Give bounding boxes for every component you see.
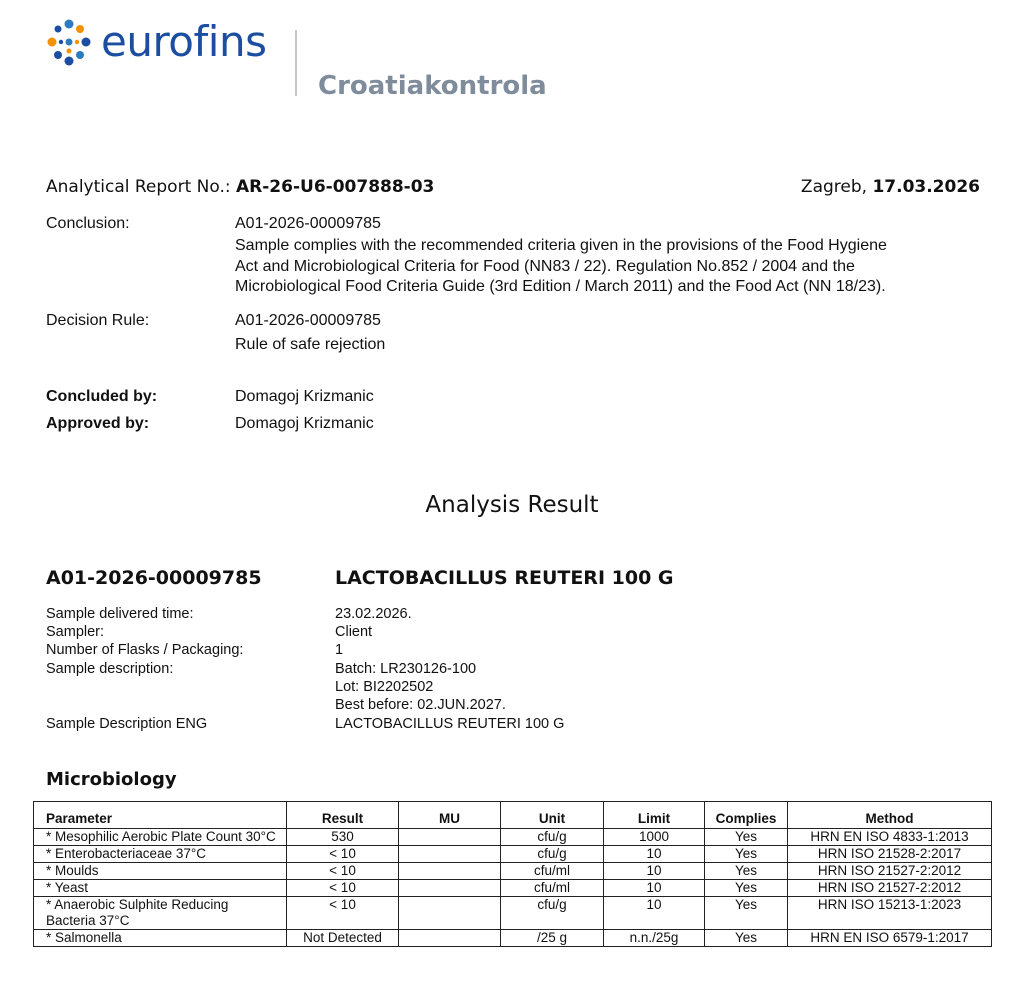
report-date: 17.03.2026 (872, 177, 980, 197)
cell-method: HRN ISO 15213-1:2023 (788, 897, 992, 930)
sample-description-label: Sample description: (46, 661, 174, 677)
sample-description-value (335, 660, 506, 714)
table-row (34, 880, 992, 897)
cell-mu (399, 880, 501, 897)
header-method: Method (788, 802, 992, 829)
cell-mu (399, 897, 501, 930)
eurofins-logo-icon (44, 18, 94, 68)
cell-result: < 10 (287, 846, 399, 863)
table-row (34, 846, 992, 863)
delivered-time-label: Sample delivered time: (46, 606, 194, 622)
sample-description-eng-value: LACTOBACILLUS REUTERI 100 G (335, 716, 565, 732)
sample-description-line: Best before: 02.JUN.2027. (335, 697, 506, 713)
cell-unit: cfu/ml (501, 863, 604, 880)
cell-complies: Yes (705, 829, 788, 846)
flasks-label: Number of Flasks / Packaging: (46, 642, 244, 658)
cell-method: HRN EN ISO 4833-1:2013 (788, 829, 992, 846)
table-header-row (34, 802, 992, 829)
cell-limit: 10 (604, 863, 705, 880)
conclusion-label: Conclusion: (46, 215, 130, 232)
concluded-by-name: Domagoj Krizmanic (235, 388, 374, 405)
cell-result: < 10 (287, 863, 399, 880)
cell-method: HRN ISO 21527-2:2012 (788, 880, 992, 897)
table-row (34, 829, 992, 846)
cell-mu (399, 863, 501, 880)
cell-complies: Yes (705, 863, 788, 880)
report-number-line (46, 176, 434, 198)
cell-result: < 10 (287, 897, 399, 930)
decision-rule-label: Decision Rule: (46, 312, 150, 329)
report-number: AR-26-U6-007888-03 (236, 177, 435, 197)
brand-divider (295, 30, 297, 96)
cell-unit: cfu/g (501, 846, 604, 863)
cell-method: HRN EN ISO 6579-1:2017 (788, 930, 992, 947)
header-complies: Complies (705, 802, 788, 829)
cell-unit: cfu/g (501, 897, 604, 930)
conclusion-line: Sample complies with the recommended criteria given in the provisions of the Food Hygiene (235, 237, 887, 254)
concluded-by-label: Concluded by: (46, 388, 158, 405)
cell-complies: Yes (705, 846, 788, 863)
cell-parameter: * Enterobacteriaceae 37°C (34, 846, 287, 863)
report-date-line (801, 176, 980, 198)
cell-limit: 10 (604, 880, 705, 897)
decision-rule-text: Rule of safe rejection (235, 336, 386, 353)
sample-name: LACTOBACILLUS REUTERI 100 G (335, 567, 674, 589)
report-city: Zagreb, (800, 177, 868, 197)
conclusion-text (235, 236, 995, 298)
cell-parameter: * Yeast (34, 880, 287, 897)
microbiology-title: Microbiology (46, 769, 177, 790)
brand-subsidiary: Croatiakontrola (318, 71, 547, 101)
analysis-result-title: Analysis Result (425, 492, 599, 518)
cell-limit: 1000 (604, 829, 705, 846)
conclusion-id: A01-2026-00009785 (235, 215, 381, 232)
cell-result: Not Detected (287, 930, 399, 947)
cell-limit: 10 (604, 897, 705, 930)
table-row (34, 863, 992, 880)
cell-parameter: * Anaerobic Sulphite Reducing Bacteria 37°C (34, 897, 287, 930)
conclusion-line: Microbiological Food Criteria Guide (3rd Edition / March 2011) and the Food Act (NN 18/23). (235, 278, 886, 295)
header-mu: MU (399, 802, 501, 829)
cell-mu (399, 930, 501, 947)
sampler-label: Sampler: (46, 624, 105, 640)
cell-result: < 10 (287, 880, 399, 897)
cell-parameter: * Moulds (34, 863, 287, 880)
cell-complies: Yes (705, 930, 788, 947)
report-number-label: Analytical Report No.: (46, 177, 231, 197)
conclusion-line: Act and Microbiological Criteria for Food (NN83 / 22). Regulation No.852 / 2004 and the (235, 257, 855, 275)
cell-unit: cfu/ml (501, 880, 604, 897)
sample-id: A01-2026-00009785 (46, 567, 262, 589)
cell-unit: /25 g (501, 930, 604, 947)
delivered-time-value: 23.02.2026. (335, 606, 412, 622)
header-unit: Unit (501, 802, 604, 829)
cell-limit: n.n./25g (604, 930, 705, 947)
cell-unit: cfu/g (501, 829, 604, 846)
cell-mu (399, 846, 501, 863)
cell-complies: Yes (705, 880, 788, 897)
table-row (34, 930, 992, 947)
sample-description-eng-label: Sample Description ENG (46, 716, 208, 732)
header-result: Result (287, 802, 399, 829)
cell-method: HRN ISO 21527-2:2012 (788, 863, 992, 880)
cell-method: HRN ISO 21528-2:2017 (788, 846, 992, 863)
cell-parameter: * Mesophilic Aerobic Plate Count 30°C (34, 829, 287, 846)
header-limit: Limit (604, 802, 705, 829)
cell-result: 530 (287, 829, 399, 846)
approved-by-label: Approved by: (46, 415, 150, 432)
sample-description-line: Lot: BI2202502 (335, 679, 434, 695)
cell-limit: 10 (604, 846, 705, 863)
decision-rule-id: A01-2026-00009785 (235, 312, 381, 329)
cell-parameter: * Salmonella (34, 930, 287, 947)
brand-name: eurofins (101, 17, 267, 66)
cell-mu (399, 829, 501, 846)
flasks-value: 1 (335, 642, 344, 658)
table-row (34, 897, 992, 930)
table-body (34, 829, 992, 947)
header-parameter: Parameter (34, 802, 287, 829)
sampler-value: Client (335, 624, 373, 640)
sample-description-line: Batch: LR230126-100 (335, 661, 477, 677)
approved-by-name: Domagoj Krizmanic (235, 415, 374, 432)
microbiology-results-table (33, 801, 992, 947)
cell-complies: Yes (705, 897, 788, 930)
